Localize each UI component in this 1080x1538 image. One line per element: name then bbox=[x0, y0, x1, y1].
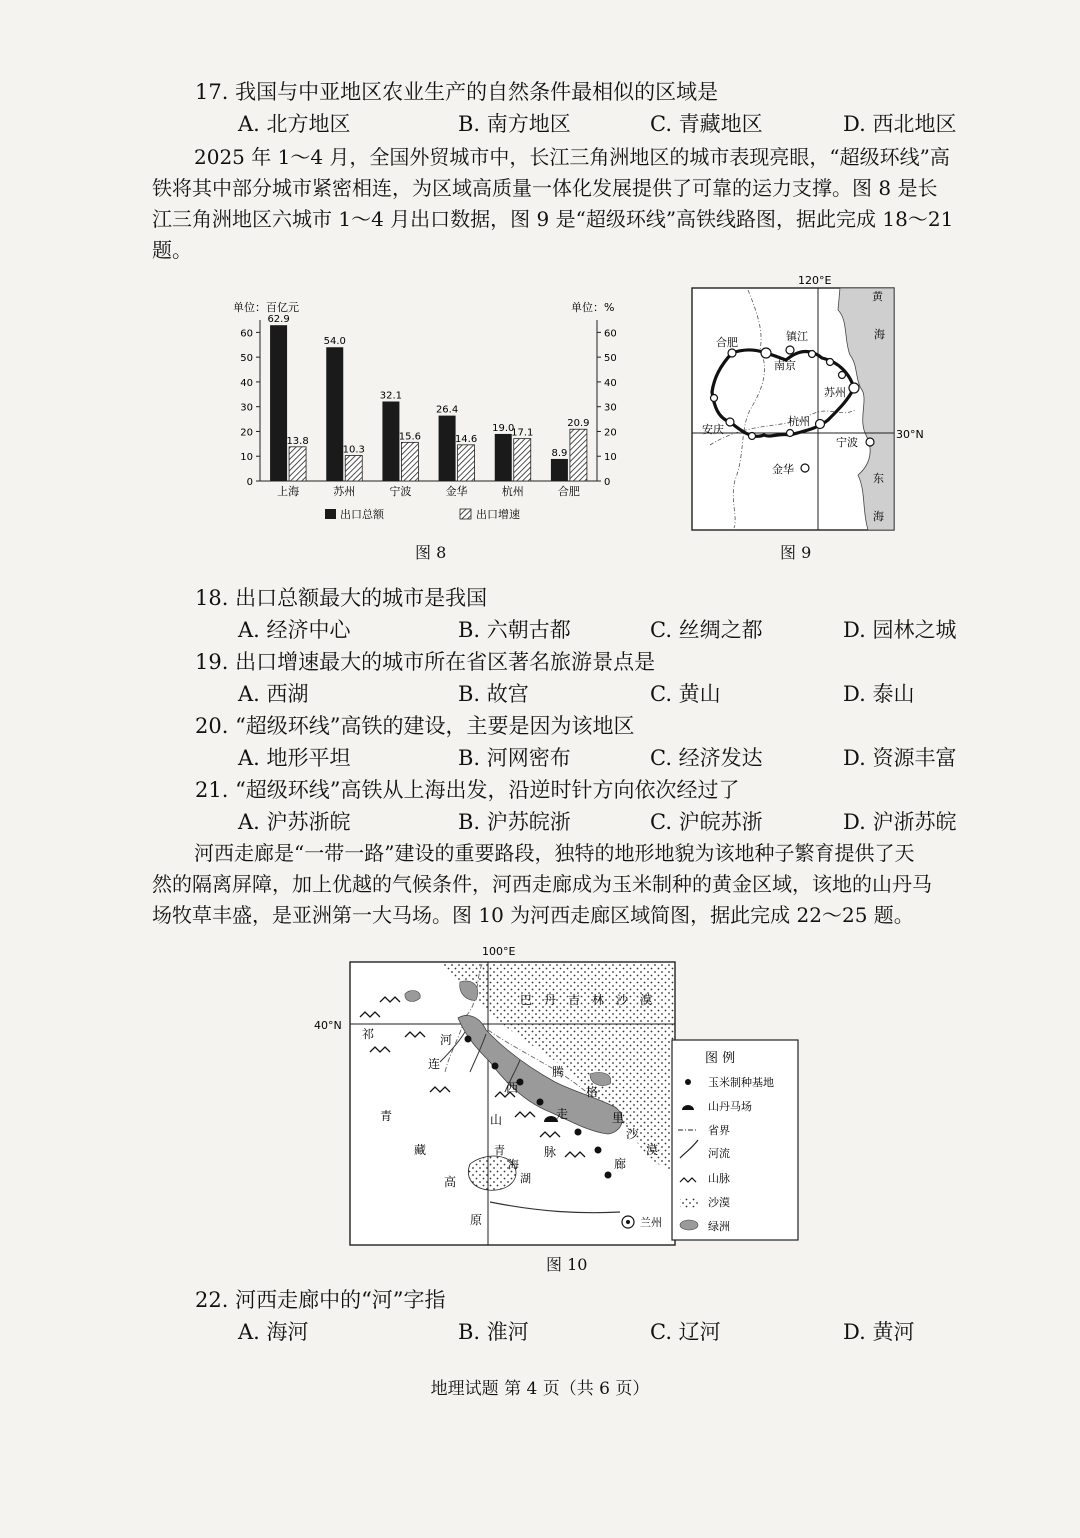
legend-swatch-exports bbox=[325, 509, 336, 519]
option-b[interactable]: B. 淮河 bbox=[458, 1320, 529, 1344]
data-label-growth: 13.8 bbox=[286, 435, 309, 447]
legend-label-exports: 出口总额 bbox=[340, 508, 384, 521]
bar-exports bbox=[439, 416, 456, 481]
y-tick-label-right: 10 bbox=[604, 452, 617, 464]
data-label-growth: 17.1 bbox=[511, 427, 534, 439]
option-a[interactable]: A. 北方地区 bbox=[238, 112, 351, 136]
data-label-exports: 32.1 bbox=[379, 390, 403, 402]
bar-exports bbox=[326, 347, 343, 481]
y-tick-label-right: 50 bbox=[604, 353, 617, 365]
station-hefei bbox=[728, 349, 736, 357]
hexi-label: 廊 bbox=[614, 1157, 627, 1171]
bar-growth bbox=[570, 429, 587, 481]
data-label-growth: 14.6 bbox=[454, 433, 478, 445]
option-d[interactable]: D. 沪浙苏皖 bbox=[843, 810, 957, 834]
intro-2-line-2: 然的隔离屏障，加上优越的气候条件，河西走廊成为玉米制种的黄金区域，该地的山丹马 bbox=[152, 872, 932, 896]
plateau-label: 高 bbox=[444, 1175, 457, 1189]
tengger-label: 格 bbox=[586, 1085, 599, 1099]
option-d[interactable]: D. 资源丰富 bbox=[843, 746, 957, 770]
station-jinhua bbox=[801, 464, 809, 472]
city-label-suzhou: 苏州 bbox=[824, 386, 846, 399]
option-c[interactable]: C. 辽河 bbox=[650, 1320, 721, 1344]
latitude-label-40n: 40°N bbox=[314, 1019, 342, 1032]
option-d[interactable]: D. 黄河 bbox=[843, 1320, 915, 1344]
legend-title: 图 例 bbox=[705, 1051, 736, 1066]
intro-1-line-1: 2025 年 1～4 月，全国外贸城市中，长江三角洲地区的城市表现亮眼，“超级环线”高 bbox=[194, 145, 950, 169]
intro-1-line-2: 铁将其中部分城市紧密相连，为区域高质量一体化发展提供了可靠的运力支撑。图 8 是长 bbox=[152, 176, 938, 200]
qilian-label: 连 bbox=[428, 1057, 441, 1071]
legend-label-growth: 出口增速 bbox=[476, 508, 520, 521]
option-d[interactable]: D. 西北地区 bbox=[843, 112, 957, 136]
bar-exports bbox=[270, 325, 287, 481]
station-nanjing bbox=[761, 348, 771, 358]
desert-label: 沙 bbox=[616, 993, 629, 1007]
latitude-label-30n: 30°N bbox=[896, 428, 924, 441]
figure-10-caption: 图 10 bbox=[546, 1255, 588, 1274]
intro-paragraph-2 bbox=[152, 838, 1007, 931]
page-footer: 地理试题 第 4 页（共 6 页） bbox=[430, 1379, 650, 1399]
y-tick-label-right: 20 bbox=[604, 427, 617, 439]
lake-label: 海 bbox=[508, 1158, 519, 1171]
hexi-label: 西 bbox=[506, 1081, 519, 1095]
option-b[interactable]: B. 河网密布 bbox=[458, 746, 571, 770]
option-d[interactable]: D. 园林之城 bbox=[843, 618, 957, 642]
qilian-label: 脉 bbox=[544, 1145, 557, 1159]
x-category-label: 宁波 bbox=[389, 485, 412, 498]
question-17-stem: 17. 我国与中亚地区农业生产的自然条件最相似的区域是 bbox=[195, 80, 719, 104]
legend-desert-icon bbox=[680, 1198, 698, 1208]
station-zhenjiang bbox=[786, 346, 794, 354]
question-19-stem: 19. 出口增速最大的城市所在省区著名旅游景点是 bbox=[195, 650, 656, 674]
sea-label: 海 bbox=[874, 328, 885, 341]
legend-oasis-icon bbox=[680, 1220, 698, 1230]
desert-label: 丹 bbox=[544, 993, 557, 1007]
tengger-label: 腾 bbox=[552, 1065, 565, 1079]
desert-label: 漠 bbox=[640, 993, 653, 1007]
legend-corn-icon bbox=[685, 1079, 691, 1085]
tengger-label: 里 bbox=[612, 1111, 625, 1125]
y-tick-label-left: 30 bbox=[240, 402, 253, 414]
bar-exports bbox=[382, 401, 399, 481]
sea-label: 东 bbox=[873, 472, 884, 485]
hexi-label: 河 bbox=[440, 1033, 453, 1047]
city-label-anqing: 安庆 bbox=[702, 423, 724, 436]
intro-1-line-3: 江三角洲地区六城市 1～4 月出口数据，图 9 是“超级环线”高铁线路图，据此完成 18～21 bbox=[152, 207, 954, 231]
data-label-growth: 10.3 bbox=[342, 444, 365, 456]
lake-label: 湖 bbox=[520, 1172, 531, 1185]
longitude-label-100e: 100°E bbox=[482, 945, 516, 958]
figure-9-caption: 图 9 bbox=[780, 543, 812, 562]
bar-growth bbox=[401, 442, 418, 481]
hexi-label: 走 bbox=[556, 1107, 569, 1121]
x-category-label: 合肥 bbox=[557, 485, 580, 498]
intro-2-line-3: 场牧草丰盛，是亚洲第一大马场。图 10 为河西走廊区域简图，据此完成 22～25 题。 bbox=[152, 903, 914, 927]
y-tick-label-right: 40 bbox=[604, 377, 617, 389]
option-c[interactable]: C. 经济发达 bbox=[650, 746, 763, 770]
city-label-ningbo: 宁波 bbox=[836, 436, 858, 449]
data-label-exports: 26.4 bbox=[435, 404, 459, 416]
lake-label: 青 bbox=[494, 1144, 505, 1157]
legend-label: 玉米制种基地 bbox=[708, 1076, 774, 1089]
corn-seed-base-icon bbox=[465, 1036, 472, 1043]
y-tick-label-left: 0 bbox=[246, 477, 253, 488]
option-c[interactable]: C. 黄山 bbox=[650, 682, 721, 706]
desert-label: 吉 bbox=[568, 993, 581, 1007]
bar-growth bbox=[514, 439, 531, 481]
tengger-label: 沙 bbox=[626, 1127, 639, 1141]
y-tick-label-right: 30 bbox=[604, 402, 617, 414]
qilian-label: 祁 bbox=[362, 1027, 375, 1041]
bar-growth bbox=[458, 445, 475, 481]
qilian-label: 山 bbox=[490, 1113, 503, 1127]
intro-1-line-4: 题。 bbox=[152, 238, 192, 262]
station-shanghai bbox=[849, 383, 859, 393]
y-tick-label-left: 60 bbox=[240, 328, 253, 340]
question-18-stem: 18. 出口总额最大的城市是我国 bbox=[195, 586, 488, 610]
city-label-hefei: 合肥 bbox=[716, 336, 738, 349]
station bbox=[787, 430, 794, 437]
option-a[interactable]: A. 沪苏浙皖 bbox=[238, 810, 351, 834]
corn-seed-base-icon bbox=[492, 1063, 499, 1070]
plateau-label: 青 bbox=[380, 1109, 393, 1123]
data-label-exports: 54.0 bbox=[323, 336, 346, 348]
station bbox=[749, 433, 756, 440]
plateau-label: 藏 bbox=[414, 1143, 427, 1157]
x-category-label: 上海 bbox=[277, 485, 300, 498]
option-c[interactable]: C. 青藏地区 bbox=[650, 112, 763, 136]
option-b[interactable]: B. 沪苏皖浙 bbox=[458, 810, 571, 834]
question-21-stem: 21. “超级环线”高铁从上海出发，沿逆时针方向依次经过了 bbox=[195, 778, 740, 802]
option-c[interactable]: C. 沪皖苏浙 bbox=[650, 810, 763, 834]
longitude-label-120e: 120°E bbox=[798, 274, 832, 287]
legend-label: 省界 bbox=[708, 1124, 730, 1137]
legend-swatch-growth bbox=[460, 509, 471, 519]
station bbox=[711, 395, 718, 402]
station-anqing bbox=[726, 418, 734, 426]
figure-8-bar-chart bbox=[215, 290, 635, 530]
intro-2-line-1: 河西走廊是“一带一路”建设的重要路段，独特的地形地貌为该地种子繁育提供了天 bbox=[194, 841, 915, 865]
corn-seed-base-icon bbox=[595, 1147, 602, 1154]
option-b[interactable]: B. 故宫 bbox=[458, 682, 529, 706]
station bbox=[809, 351, 816, 358]
option-b[interactable]: B. 南方地区 bbox=[458, 112, 571, 136]
station-hangzhou bbox=[816, 420, 825, 429]
city-label-zhenjiang: 镇江 bbox=[786, 330, 808, 343]
bar-growth bbox=[289, 447, 306, 481]
station-suzhou bbox=[839, 372, 846, 379]
corn-seed-base-icon bbox=[575, 1129, 582, 1136]
y-tick-label-left: 50 bbox=[240, 353, 253, 365]
data-label-exports: 19.0 bbox=[492, 422, 515, 434]
bar-exports bbox=[551, 459, 568, 481]
desert-label: 巴 bbox=[520, 993, 533, 1007]
data-label-growth: 15.6 bbox=[398, 431, 422, 443]
desert-label: 林 bbox=[592, 993, 605, 1007]
x-category-label: 苏州 bbox=[333, 485, 356, 498]
option-a[interactable]: A. 海河 bbox=[238, 1320, 309, 1344]
y-tick-label-left: 20 bbox=[240, 427, 253, 439]
city-label-nanjing: 南京 bbox=[774, 359, 796, 372]
sea-label: 海 bbox=[873, 510, 884, 523]
y-tick-label-right: 0 bbox=[604, 477, 611, 488]
station-ningbo bbox=[866, 438, 874, 446]
corn-seed-base-icon bbox=[537, 1099, 544, 1106]
option-c[interactable]: C. 丝绸之都 bbox=[650, 618, 763, 642]
option-a[interactable]: A. 西湖 bbox=[238, 682, 309, 706]
x-category-label: 金华 bbox=[445, 485, 468, 498]
data-label-exports: 8.9 bbox=[551, 447, 568, 459]
corn-seed-base-icon bbox=[605, 1172, 612, 1179]
x-category-label: 杭州 bbox=[501, 485, 524, 498]
y-axis-left-label: 单位：百亿元 bbox=[233, 301, 299, 314]
option-b[interactable]: B. 六朝古都 bbox=[458, 618, 571, 642]
option-d[interactable]: D. 泰山 bbox=[843, 682, 915, 706]
plateau-label: 原 bbox=[470, 1213, 483, 1227]
option-a[interactable]: A. 经济中心 bbox=[238, 618, 351, 642]
bar-exports bbox=[495, 434, 512, 481]
y-tick-label-left: 40 bbox=[240, 377, 253, 389]
bar-growth bbox=[345, 455, 362, 481]
figure-10-map bbox=[310, 942, 805, 1252]
sea-label: 黄 bbox=[872, 290, 883, 303]
y-tick-label-right: 60 bbox=[604, 328, 617, 340]
y-tick-label-left: 10 bbox=[240, 452, 253, 464]
city-label-jinhua: 金华 bbox=[772, 463, 794, 476]
data-label-growth: 20.9 bbox=[567, 418, 590, 430]
intro-paragraph-1 bbox=[152, 142, 1007, 266]
figure-9-map bbox=[690, 270, 924, 535]
legend-label: 绿洲 bbox=[708, 1220, 730, 1233]
lanzhou-city-dot bbox=[626, 1220, 630, 1224]
legend-label: 山脉 bbox=[708, 1172, 730, 1185]
tengger-label: 漠 bbox=[646, 1143, 659, 1157]
option-a[interactable]: A. 地形平坦 bbox=[238, 746, 351, 770]
legend-label: 山丹马场 bbox=[708, 1100, 752, 1113]
question-20-stem: 20. “超级环线”高铁的建设，主要是因为该地区 bbox=[195, 714, 635, 738]
legend-label: 河流 bbox=[708, 1147, 730, 1160]
station bbox=[827, 359, 834, 366]
data-label-exports: 62.9 bbox=[267, 314, 290, 326]
city-label-lanzhou: 兰州 bbox=[640, 1216, 662, 1229]
legend-label: 沙漠 bbox=[708, 1196, 730, 1209]
y-axis-right-label: 单位：% bbox=[571, 301, 615, 314]
oasis-patch bbox=[405, 991, 420, 1002]
legend-box bbox=[672, 1040, 798, 1240]
question-22-stem: 22. 河西走廊中的“河”字指 bbox=[195, 1288, 446, 1312]
city-label-hangzhou: 杭州 bbox=[788, 415, 810, 428]
figure-8-caption: 图 8 bbox=[415, 543, 447, 562]
